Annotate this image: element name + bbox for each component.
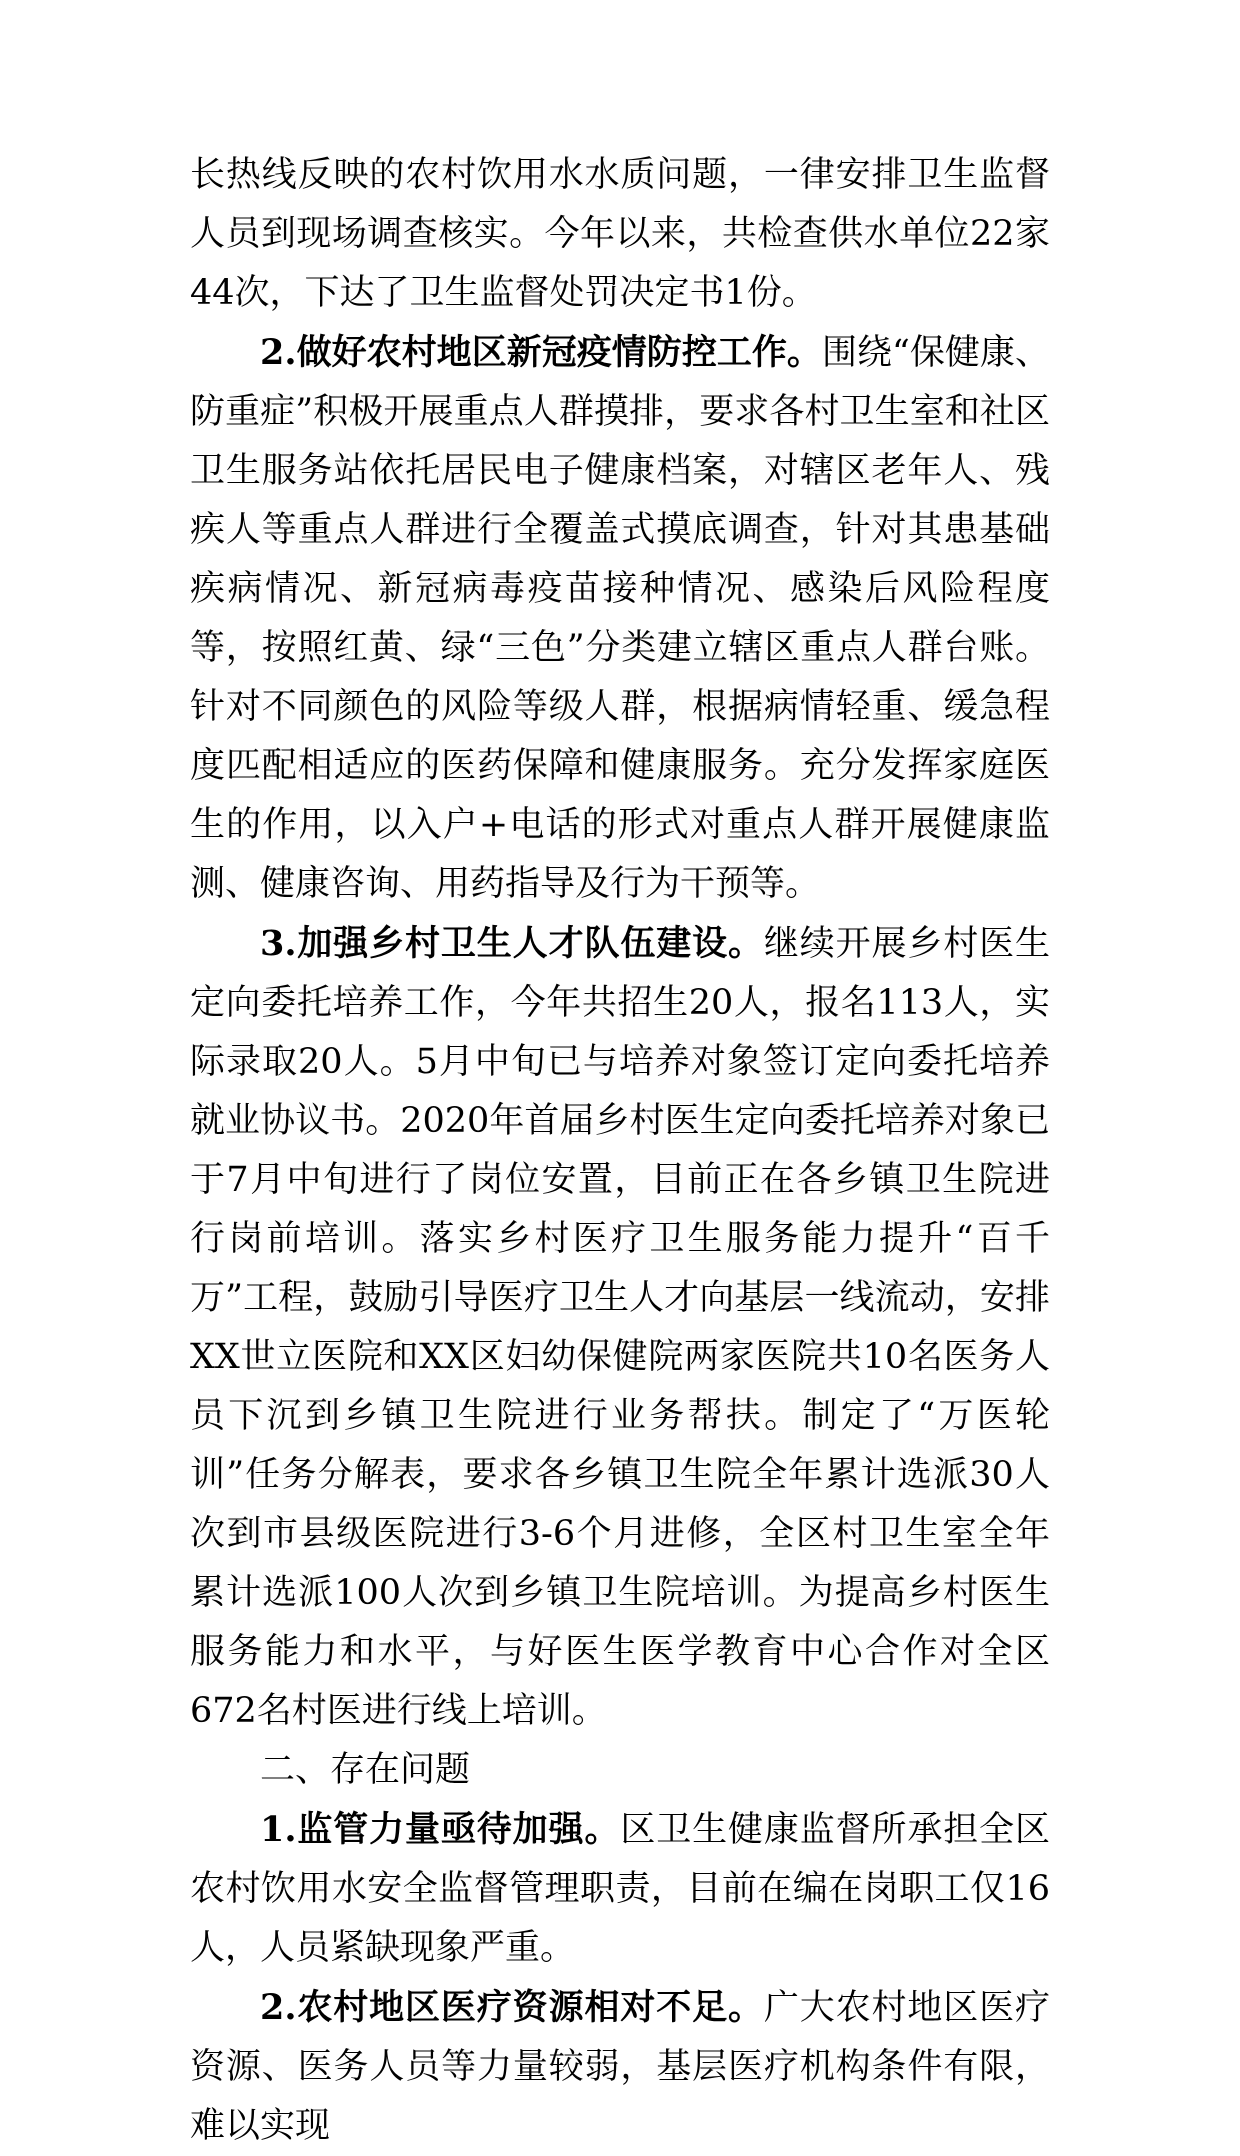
paragraph-text: 长热线反映的农村饮用水水质问题，一律安排卫生监督人员到现场调查核实。今年以来，共检查供水单位22家44次，下达了卫生监督处罚决定书1份。	[190, 155, 1050, 313]
paragraph-medical-resources	[190, 1978, 1050, 2156]
section-heading-text: 二、存在问题	[260, 1750, 471, 1790]
paragraph-heading: 2.农村地区医疗资源相对不足。	[260, 1987, 764, 2028]
paragraph-text: 围绕“保健康、防重症”积极开展重点人群摸排，要求各村卫生室和社区卫生服务站依托居民电子健康档案，对辖区老年人、残疾人等重点人群进行全覆盖式摸底调查，针对其患基础疾病情况、新冠病毒疫苗接种情况、感染后风险程度等，按照红黄、绿“三色”分类建立辖区重点人群台账。针对不同颜色的风险等级人群，根据病情轻重、缓急程度匹配相适应的医药保障和健康服务。充分发挥家庭医生的作用，以入户+电话的形式对重点人群开展健康监测、健康咨询、用药指导及行为干预等。	[190, 333, 1050, 904]
section-heading-problems	[190, 1741, 1050, 1800]
paragraph-rural-talent	[190, 914, 1050, 1741]
paragraph-heading: 1.监管力量亟待加强。	[260, 1809, 621, 1850]
document-body	[190, 146, 1050, 2156]
paragraph-water-quality-continuation	[190, 146, 1050, 323]
paragraph-text: 继续开展乡村医生定向委托培养工作，今年共招生20人，报名113人，实际录取20人。5月中旬已与培养对象签订定向委托培养就业协议书。2020年首届乡村医生定向委托培养对象已于7月中旬进行了岗位安置，目前正在各乡镇卫生院进行岗前培训。落实乡村医疗卫生服务能力提升“百千万”工程，鼓励引导医疗卫生人才向基层一线流动，安排XX世立医院和XX区妇幼保健院两家医院共10名医务人员下沉到乡镇卫生院进行业务帮扶。制定了“万医轮训”任务分解表，要求各乡镇卫生院全年累计选派30人次到市县级医院进行3-6个月进修，全区村卫生室全年累计选派100人次到乡镇卫生院培训。为提高乡村医生服务能力和水平，与好医生医学教育中心合作对全区672名村医进行线上培训。	[190, 924, 1050, 1731]
paragraph-heading: 2.做好农村地区新冠疫情防控工作。	[260, 332, 822, 373]
paragraph-heading: 3.加强乡村卫生人才队伍建设。	[260, 923, 764, 964]
paragraph-text: 区卫生健康监督所承担全区农村饮用水安全监督管理职责，目前在编在岗职工仅16人，人员紧缺现象严重。	[190, 1810, 1050, 1968]
paragraph-covid-prevention	[190, 323, 1050, 914]
paragraph-text: 广大农村地区医疗资源、医务人员等力量较弱，基层医疗机构条件有限，难以实现	[190, 1988, 1050, 2146]
paragraph-supervision-capacity	[190, 1800, 1050, 1978]
